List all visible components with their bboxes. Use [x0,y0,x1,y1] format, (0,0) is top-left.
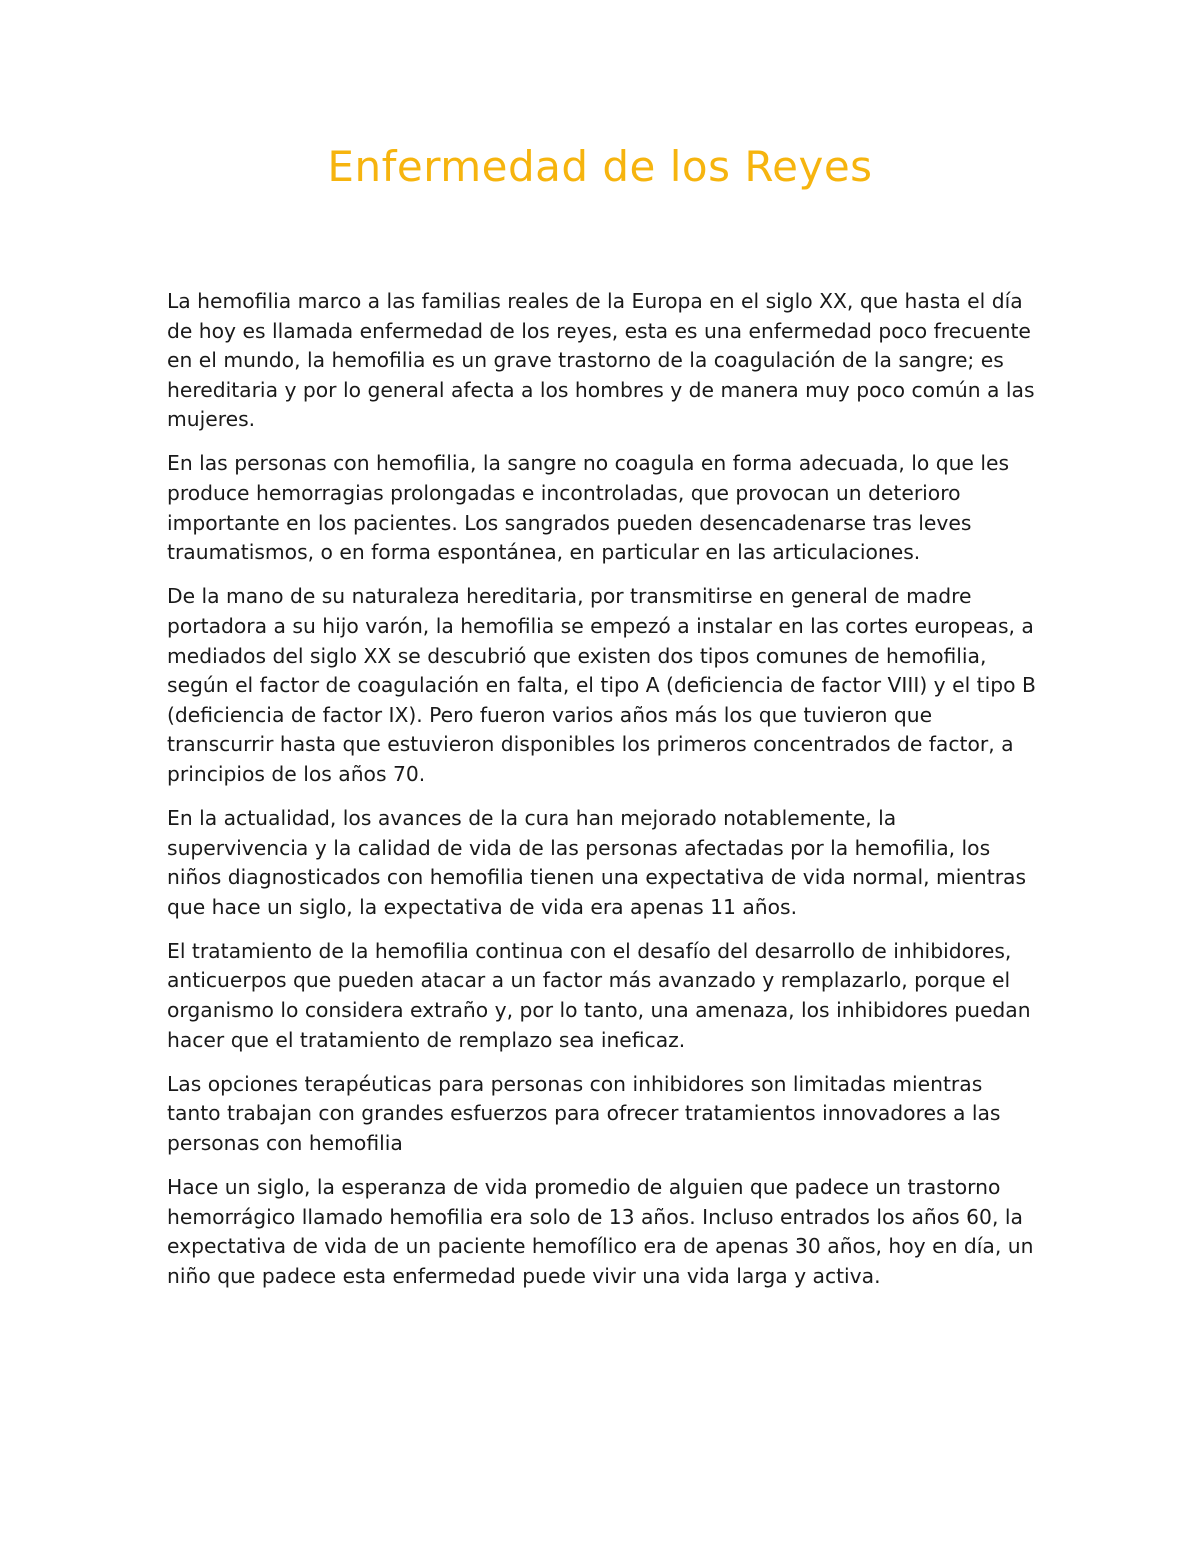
paragraph-2: En las personas con hemofilia, la sangre no coagula en forma adecuada, lo que les produce hemorragias prolongadas e incontroladas, que provocan un deterioro importante en los pacientes. Los sangrados pueden desencadenarse tras leves traumatismos, o en forma espontánea, en particular en las articulaciones. [167,451,1010,565]
paragraph-1: La hemofilia marco a las familias reales de la Europa en el siglo XX, que hasta el día de hoy es llamada enfermedad de los reyes, esta es una enfermedad poco frecuente en el mundo, la hemofilia es un grave trastorno de la coagulación de la sangre; es hereditaria y por lo general afecta a los hombres y de manera muy poco común a las mujeres. [167,289,1035,432]
paragraph-6: Las opciones terapéuticas para personas con inhibidores son limitadas mientras tanto trabajan con grandes esfuerzos para ofrecer tratamientos innovadores a las personas con hemofilia [167,1071,1001,1155]
paragraph-5: El tratamiento de la hemofilia continua con el desafío del desarrollo de inhibidores, anticuerpos que pueden atacar a un factor más avanzado y remplazarlo, porque el organismo lo considera extraño y, por lo tanto, una amenaza, los inhibidores puedan hacer que el tratamiento de remplazo sea ineficaz. [167,938,1031,1052]
paragraph-3: De la mano de su naturaleza hereditaria, por transmitirse en general de madre portadora a su hijo varón, la hemofilia se empezó a instalar en las cortes europeas, a mediados del siglo XX se descubrió que existen dos tipos comunes de hemofilia, según el factor de coagulación en falta, el tipo A (deficiencia de factor VIII) y el tipo B (deficiencia de factor IX). Pero fueron varios años más los que tuvieron que transcurrir hasta que estuvieron disponibles los primeros concentrados de factor, a principios de los años 70. [167,584,1036,786]
paragraph-7: Hace un siglo, la esperanza de vida promedio de alguien que padece un trastorno hemorrágico llamado hemofilia era solo de 13 años. Incluso entrados los años 60, la expectativa de vida de un paciente hemofílico era de apenas 30 años, hoy en día, un niño que padece esta enfermedad puede vivir una vida larga y activa. [167,1175,1034,1288]
document-title: Enfermedad de los Reyes [327,142,873,191]
paragraph-4: En la actualidad, los avances de la cura han mejorado notablemente, la supervivencia y la calidad de vida de las personas afectadas por la hemofilia, los niños diagnosticados con hemofilia tienen una expectativa de vida normal, mientras que hace un siglo, la expectativa de vida era apenas 11 años. [167,806,1027,919]
document-body [167,287,1042,1306]
